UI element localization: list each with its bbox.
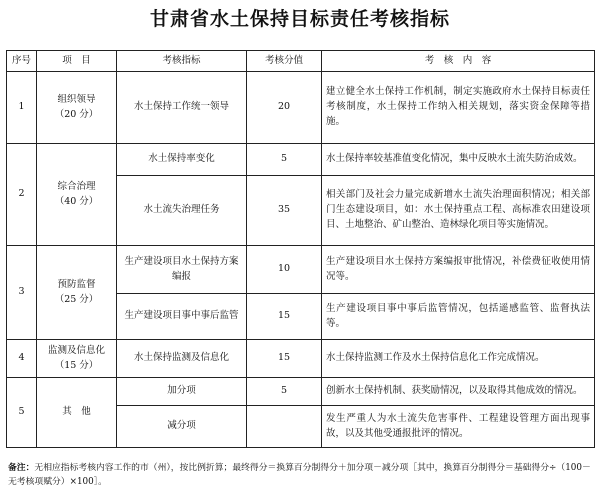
- group-name-cell: [37, 72, 117, 144]
- content-cell: 水土保持监测工作及水土保持信息化工作完成情况。: [322, 340, 595, 378]
- header-item: 项 目: [37, 51, 117, 72]
- header-content: 考 核 内 容: [322, 51, 595, 72]
- table-row: [7, 378, 595, 406]
- table-row: [7, 340, 595, 378]
- group-name: 综合治理: [57, 180, 96, 192]
- indicator-cell: 水土保持率变化: [117, 144, 247, 176]
- group-number: 5: [7, 378, 37, 448]
- indicator-cell: 生产建设项目水土保持方案编报: [117, 246, 247, 294]
- group-points: （25 分）: [54, 293, 99, 305]
- score-cell: 5: [247, 378, 322, 406]
- score-cell: [247, 406, 322, 448]
- footnote: [8, 462, 594, 489]
- group-name-cell: [37, 378, 117, 448]
- content-cell: 生产建设项目事中事后监管情况，包括遥感监管、监督执法等。: [322, 294, 595, 340]
- content-cell: 相关部门及社会力量完成新增水土流失治理面积情况；相关部门生态建设项目，如：水土保持重点工程、高标准农田建设项目、土地整治、矿山整治、造林绿化项目等实施情况。: [322, 176, 595, 246]
- indicator-cell: 减分项: [117, 406, 247, 448]
- group-name: 其 他: [62, 406, 91, 418]
- group-points: （15 分）: [54, 359, 99, 371]
- group-number: 2: [7, 144, 37, 246]
- content-cell: 创新水土保持机制、获奖励情况，以及取得其他成效的情况。: [322, 378, 595, 406]
- score-cell: 20: [247, 72, 322, 144]
- group-number: 3: [7, 246, 37, 340]
- score-cell: 5: [247, 144, 322, 176]
- group-number: 4: [7, 340, 37, 378]
- header-no: 序号: [7, 51, 37, 72]
- indicator-cell: 加分项: [117, 378, 247, 406]
- group-name: 监测及信息化: [47, 344, 105, 356]
- table-row: [7, 72, 595, 144]
- table-row: [7, 246, 595, 294]
- indicator-cell: 水土保持工作统一领导: [117, 72, 247, 144]
- table-header-row: [7, 51, 595, 72]
- footnote-label: 备注：: [8, 463, 35, 473]
- group-name-cell: [37, 340, 117, 378]
- group-name-cell: [37, 144, 117, 246]
- content-cell: 水土保持率较基准值变化情况，集中反映水土流失防治成效。: [322, 144, 595, 176]
- score-cell: 10: [247, 246, 322, 294]
- table-row: [7, 144, 595, 176]
- group-number: 1: [7, 72, 37, 144]
- content-cell: 发生严重人为水土流失危害事件、工程建设管理方面出现事故，以及其他受通报批评的情况。: [322, 406, 595, 448]
- assessment-table: [6, 50, 595, 448]
- content-cell: 建立健全水土保持工作机制，制定实施政府水土保持目标责任考核制度，水土保持工作纳入相关规划，落实资金保障等措施。: [322, 72, 595, 144]
- indicator-cell: 水土流失治理任务: [117, 176, 247, 246]
- header-score: 考核分值: [247, 51, 322, 72]
- group-name-cell: [37, 246, 117, 340]
- group-points: （20 分）: [54, 108, 99, 120]
- group-name: 预防监督: [57, 278, 96, 290]
- footnote-text: 无相应指标考核内容工作的市（州），按比例折算；最终得分＝换算百分制得分＋加分项－减分项［其中，换算百分制得分＝基础得分÷（100－无考核项赋分）×100］。: [8, 463, 591, 487]
- header-indicator: 考核指标: [117, 51, 247, 72]
- group-name: 组织领导: [57, 93, 96, 105]
- score-cell: 35: [247, 176, 322, 246]
- group-points: （40 分）: [54, 195, 99, 207]
- score-cell: 15: [247, 340, 322, 378]
- indicator-cell: 水土保持监测及信息化: [117, 340, 247, 378]
- indicator-cell: 生产建设项目事中事后监管: [117, 294, 247, 340]
- page-title: 甘肃省水土保持目标责任考核指标: [149, 8, 450, 30]
- score-cell: 15: [247, 294, 322, 340]
- content-cell: 生产建设项目水土保持方案编报审批情况，补偿费征收使用情况等。: [322, 246, 595, 294]
